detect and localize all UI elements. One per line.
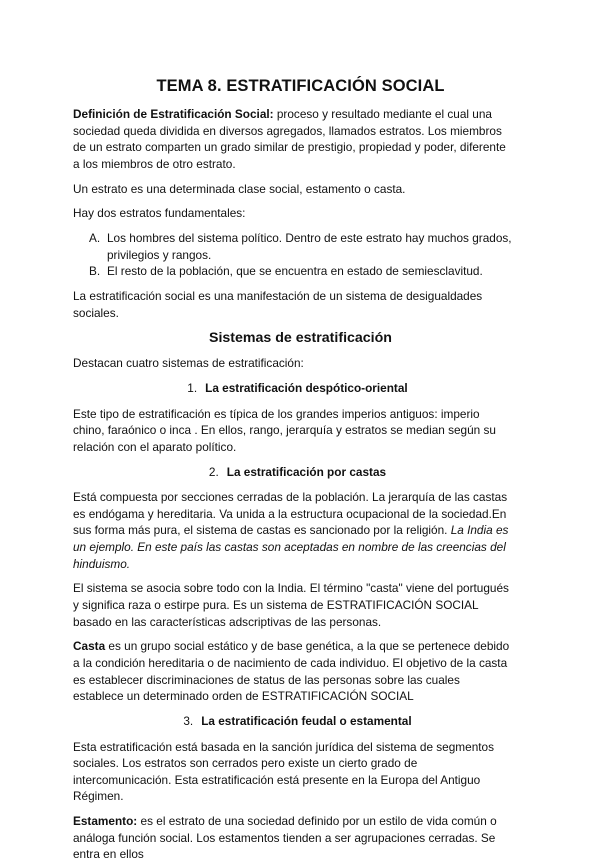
castes-heading: [83, 464, 512, 481]
systems-intro: Destacan cuatro sistemas de estratificación:: [73, 356, 304, 371]
list-marker: A.: [89, 231, 101, 246]
strata-list: [73, 230, 512, 280]
page-title: TEMA 8. ESTRATIFICACIÓN SOCIAL: [156, 77, 445, 95]
casta-text: es un grupo social estático y de base genética, a la que se pertenece debido a la condición hereditaria o de nacimiento de cada individuo. El objetivo de la casta es establecer discriminaciones de status de las personas sobre las cuales establece un determinado orden de ESTRATIFICACIÓN SOCIAL: [73, 639, 510, 704]
castes-p1-italic: La India es un ejemplo. En este país las castas son aceptadas en nombre de las creencias del hinduismo.: [73, 523, 509, 571]
estamento-text: es el estrato de una sociedad definido por un estilo de vida común o análoga función social. Los estamentos tienden a ser agrupaciones cerradas. Se entra en ellos: [73, 814, 497, 862]
castes-p1-text: Está compuesta por secciones cerradas de la población. La jerarquía de las castas es endógama y hereditaria. Va unida a la estructura ocupacional de la sociedad.En sus forma más pura, el sistema de castas es sancionado por la religión.: [73, 490, 508, 538]
castes-paragraph-2: El sistema se asocia sobre todo con la India. El término "casta" viene del portugués y significa raza o estirpe pura. Es un sistema de ESTRATIFICACIÓN SOCIAL basado en las características adscriptivas de las personas.: [73, 581, 509, 629]
estrato-paragraph: Un estrato es una determinada clase social, estamento o casta.: [73, 181, 406, 196]
castes-number: 2.: [208, 464, 219, 479]
two-strata-intro: Hay dos estratos fundamentales:: [73, 206, 246, 221]
despotic-heading: [83, 380, 512, 397]
despotic-paragraph: Este tipo de estratificación es típica de los grandes imperios antiguos: imperio chino, faraónico o inca . En ellos, rango, jerarquía y estratos se median según su relación con el aparato político.: [73, 406, 496, 454]
definition-paragraph: [73, 106, 512, 172]
list-item-text: Los hombres del sistema político. Dentro de este estrato hay muchos grados, privilegios y rangos.: [107, 231, 512, 262]
list-item-text: El resto de la población, que se encuentra en estado de semiesclavitud.: [107, 264, 483, 279]
definition-text: proceso y resultado mediante el cual una sociedad queda dividida en diversos agregados, llamados estratos. Los miembros de un estrato comparten un grado similar de prestigio, propiedad y poder, diferente a los miembros de otro estrato.: [73, 107, 506, 171]
list-marker: B.: [89, 264, 101, 279]
castes-paragraph-1: [73, 489, 512, 572]
despotic-heading-text: La estratificación despótico-oriental: [205, 381, 408, 396]
despotic-number: 1.: [187, 381, 198, 396]
castes-heading-text: La estratificación por castas: [226, 464, 387, 479]
casta-term: Casta: [73, 639, 106, 654]
manifestation-paragraph: La estratificación social es una manifestación de un sistema de desigualdades sociales.: [73, 288, 483, 320]
castes-paragraph-3: [73, 638, 512, 704]
list-item: [89, 230, 512, 263]
feudal-paragraph-2: [73, 813, 512, 863]
feudal-paragraph-1: Esta estratificación está basada en la sanción jurídica del sistema de segmentos sociales. Los estratos son cerrados pero existe un cierto grado de intercomunicación. Esta estratificación está presente en la Europa del Antiguo Régimen.: [73, 739, 494, 804]
feudal-heading-text: La estratificación feudal o estamental: [201, 713, 412, 728]
definition-term: Definición de Estratificación Social:: [73, 107, 274, 121]
feudal-heading: [83, 713, 512, 730]
systems-heading: Sistemas de estratificación: [209, 330, 392, 347]
feudal-number: 3.: [183, 713, 194, 728]
estamento-term: Estamento:: [73, 814, 138, 829]
list-item: [89, 263, 512, 280]
